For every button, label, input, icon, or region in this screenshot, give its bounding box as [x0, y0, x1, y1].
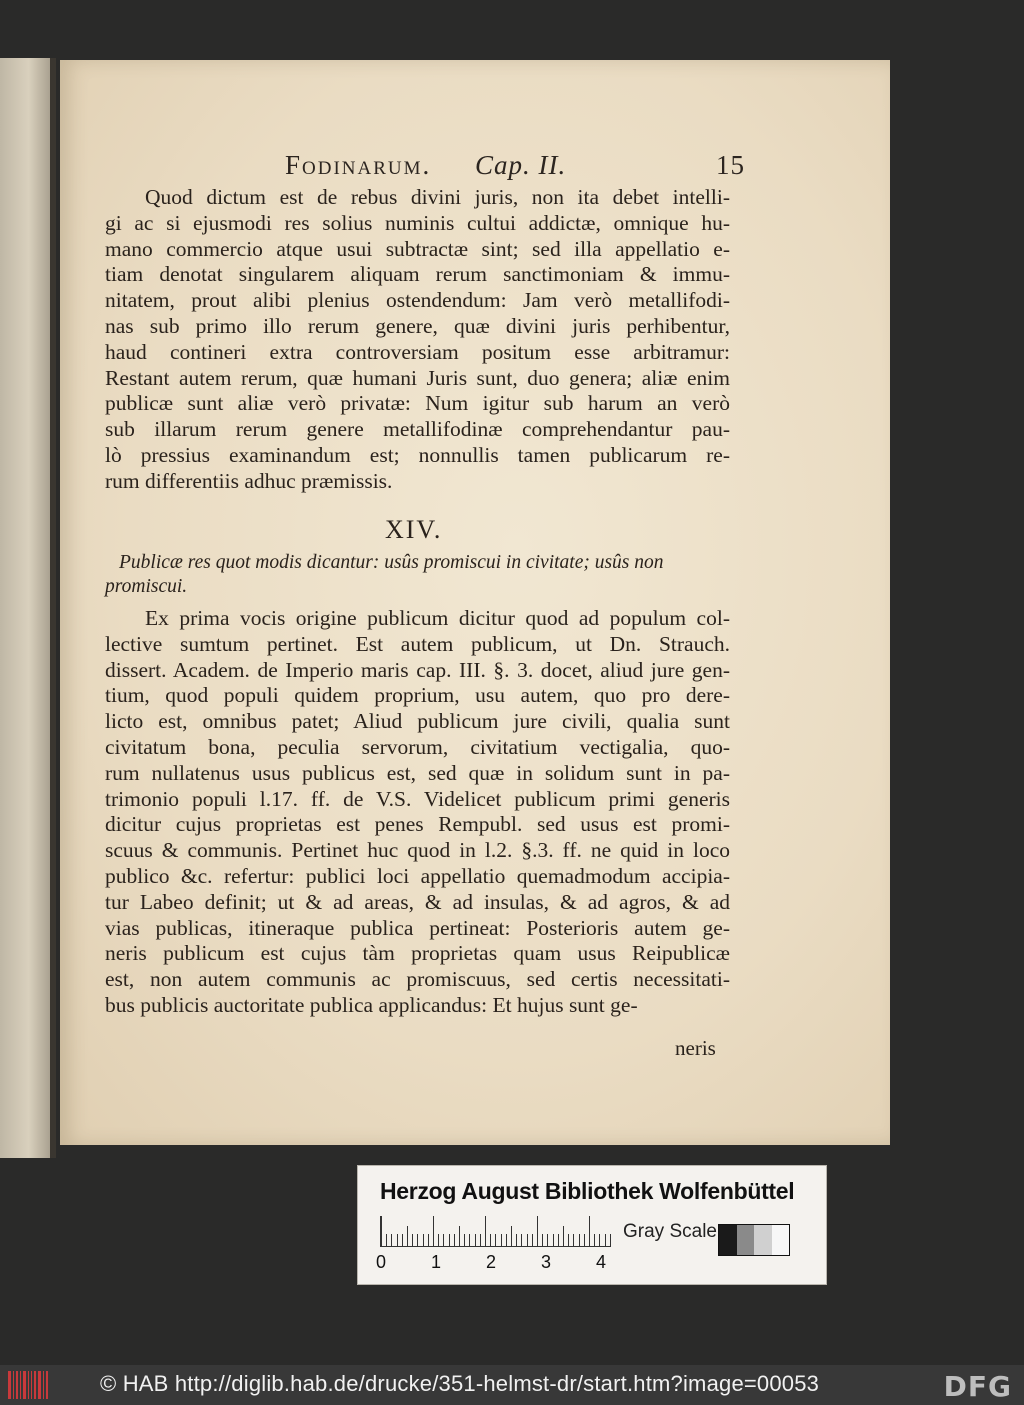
copyright-credit-link[interactable]: © HAB http://diglib.hab.de/drucke/351-helmst-dr/start.htm?image=00053	[100, 1371, 820, 1396]
scale-digit: 0	[376, 1252, 387, 1272]
ruler-tick	[402, 1234, 403, 1246]
ruler-tick	[506, 1234, 507, 1246]
ruler-tick	[485, 1216, 486, 1246]
text-line: tur Labeo definit; ut & ad areas, & ad insulas, & ad agros, & ad	[105, 889, 730, 914]
ruler-tick	[605, 1234, 606, 1246]
previous-page-edge	[0, 58, 54, 1158]
text-line: Restant autem rerum, quæ humani Juris sunt, duo genera; aliæ enim	[105, 365, 730, 390]
text-line: licto est, omnibus patet; Aliud publicum jure civili, qualia sunt	[105, 709, 730, 734]
ruler-tick	[537, 1216, 538, 1246]
summary-line: promiscui.	[105, 576, 188, 597]
ruler-tick	[391, 1234, 392, 1246]
barcode-bar	[46, 1371, 48, 1399]
text-line: gi ac si ejusmodi res solius numinis cultui addictæ, omnique hu-	[105, 210, 730, 235]
text-line: haud contineri extra controversiam positum esse arbitramur:	[105, 339, 730, 364]
gray-swatch	[719, 1225, 737, 1255]
scale-digit: 4	[596, 1252, 607, 1272]
text-line: dissert. Academ. de Imperio maris cap. III. §. 3. docet, aliud jure gen-	[105, 657, 730, 682]
section-number: XIV.	[385, 515, 443, 544]
library-name: Herzog August Bibliothek Wolfenbüttel	[380, 1178, 795, 1204]
barcode-bar	[20, 1371, 21, 1399]
ruler-tick	[438, 1234, 439, 1246]
text-line: neris publicum est cujus tàm proprietas quam usus Reipublicæ	[105, 941, 730, 966]
ruler-tick	[521, 1234, 522, 1246]
ruler-tick	[516, 1234, 517, 1246]
paragraph-1	[105, 185, 730, 495]
ruler-tick	[532, 1234, 533, 1246]
catchword: neris	[675, 1036, 716, 1060]
gray-scale-swatches	[718, 1224, 790, 1256]
section-summary	[105, 551, 730, 599]
ruler-tick	[594, 1234, 595, 1246]
footer-bar	[0, 1365, 1024, 1405]
ruler-tick	[417, 1234, 418, 1246]
text-line: scuus & communis. Pertinet huc quod in l.2. §.3. ff. ne quid in loco	[105, 838, 730, 863]
gray-swatch	[737, 1225, 755, 1255]
scale-ruler	[380, 1216, 611, 1247]
ruler-tick	[407, 1226, 408, 1246]
text-line: vias publicas, itineraque publica pertineat: Posterioris autem ge-	[105, 915, 730, 940]
barcode-bar	[28, 1371, 30, 1399]
paragraph-2	[105, 606, 730, 1019]
text-line: trimonio populi l.17. ff. de V.S. Videlicet publicum primi generis	[105, 786, 730, 811]
book-gutter	[50, 58, 56, 1158]
ruler-tick	[475, 1234, 476, 1246]
ruler-tick	[599, 1234, 600, 1246]
ruler-tick	[573, 1234, 574, 1246]
ruler-tick	[579, 1234, 580, 1246]
barcode-bar	[23, 1371, 26, 1399]
summary-line: Publicæ res quot modis dicantur: usûs promiscui in civitate; usûs non	[119, 552, 664, 573]
ruler-tick	[381, 1216, 382, 1246]
ruler-tick	[397, 1234, 398, 1246]
ruler-tick	[433, 1216, 434, 1246]
ruler-tick	[423, 1234, 424, 1246]
ruler-tick	[386, 1234, 387, 1246]
text-line: rum nullatenus usus publicus est, sed quæ in solidum sunt in pa-	[105, 760, 730, 785]
ruler-tick	[589, 1216, 590, 1246]
running-head-title: Fodinarum.	[285, 150, 432, 180]
text-line: lective sumtum pertinet. Est autem publicum, ut Dn. Strauch.	[105, 631, 730, 656]
scale-digit: 1	[431, 1252, 442, 1272]
dfg-logo: DFG	[943, 1370, 1012, 1403]
barcode-bar	[38, 1371, 41, 1399]
barcode-icon	[8, 1371, 48, 1399]
ruler-tick	[563, 1226, 564, 1246]
text-line: bus publicis auctoritate publica applicandus: Et hujus sunt ge-	[105, 992, 638, 1017]
ruler-tick	[454, 1234, 455, 1246]
scale-digits	[376, 1252, 626, 1276]
text-line: publico &c. refertur: publici loci appellatio quemadmodum accipia-	[105, 863, 730, 888]
text-line: sub illarum rerum genere metallifodinæ comprehendantur pau-	[105, 417, 730, 442]
running-head-chapter: Cap. II.	[475, 150, 567, 180]
scale-digit: 3	[541, 1252, 552, 1272]
gray-scale-label: Gray Scale	[623, 1221, 717, 1242]
ruler-tick	[553, 1234, 554, 1246]
barcode-bar	[31, 1371, 32, 1399]
ruler-tick	[558, 1234, 559, 1246]
barcode-bar	[34, 1371, 36, 1399]
barcode-bar	[13, 1371, 14, 1399]
text-line: dicitur cujus proprietas est penes Rempubl. sed usus est promi-	[105, 812, 730, 837]
ruler-tick	[412, 1234, 413, 1246]
ruler-tick	[464, 1234, 465, 1246]
text-line: tiam denotat singularem aliquam rerum sanctimoniam & immu-	[105, 262, 730, 287]
page-number: 15	[716, 150, 745, 180]
barcode-bar	[16, 1371, 18, 1399]
gray-swatch	[754, 1225, 772, 1255]
ruler-tick	[542, 1234, 543, 1246]
ruler-tick	[527, 1234, 528, 1246]
ruler-tick	[584, 1234, 585, 1246]
text-line: publicæ sunt aliæ verò privatæ: Num igitur sub harum an verò	[105, 391, 730, 416]
text-line: nas sub primo illo rerum genere, quæ divini juris perhibentur,	[105, 313, 730, 338]
ruler-tick	[469, 1234, 470, 1246]
text-line: tium, quod populi quidem proprium, usu autem, quo pro dere-	[105, 683, 730, 708]
text-line: nitatem, prout alibi plenius ostendendum: Jam verò metallifodi-	[105, 288, 730, 313]
barcode-bar	[43, 1371, 44, 1399]
text-line: Ex prima vocis origine publicum dicitur quod ad populum col-	[145, 606, 730, 630]
ruler-tick	[511, 1226, 512, 1246]
barcode-bar	[8, 1371, 11, 1399]
text-line: rum differentiis adhuc præmissis.	[105, 468, 393, 493]
scale-digit: 2	[486, 1252, 497, 1272]
ruler-tick	[459, 1226, 460, 1246]
ruler-tick	[501, 1234, 502, 1246]
text-line: civitatum bona, peculia servorum, civitatium vectigalia, quo-	[105, 734, 730, 759]
running-head	[285, 150, 745, 190]
text-line: est, non autem communis ac promiscuus, sed certis necessitati-	[105, 967, 730, 992]
text-line: lò pressius examinandum est; nonnullis tamen publicarum re-	[105, 442, 730, 467]
ruler-tick	[495, 1234, 496, 1246]
ruler-tick	[428, 1234, 429, 1246]
ruler-tick	[568, 1234, 569, 1246]
ruler-tick	[547, 1234, 548, 1246]
ruler-tick	[610, 1234, 611, 1246]
ruler-tick	[443, 1234, 444, 1246]
ruler-tick	[480, 1234, 481, 1246]
gray-swatch	[772, 1225, 790, 1255]
ruler-tick	[490, 1234, 491, 1246]
ruler-tick	[449, 1234, 450, 1246]
text-line: mano commercio atque usui subtractæ sint; sed illa appellatio e-	[105, 236, 730, 261]
library-label-card	[357, 1165, 827, 1285]
text-line: Quod dictum est de rebus divini juris, non ita debet intelli-	[145, 185, 730, 209]
